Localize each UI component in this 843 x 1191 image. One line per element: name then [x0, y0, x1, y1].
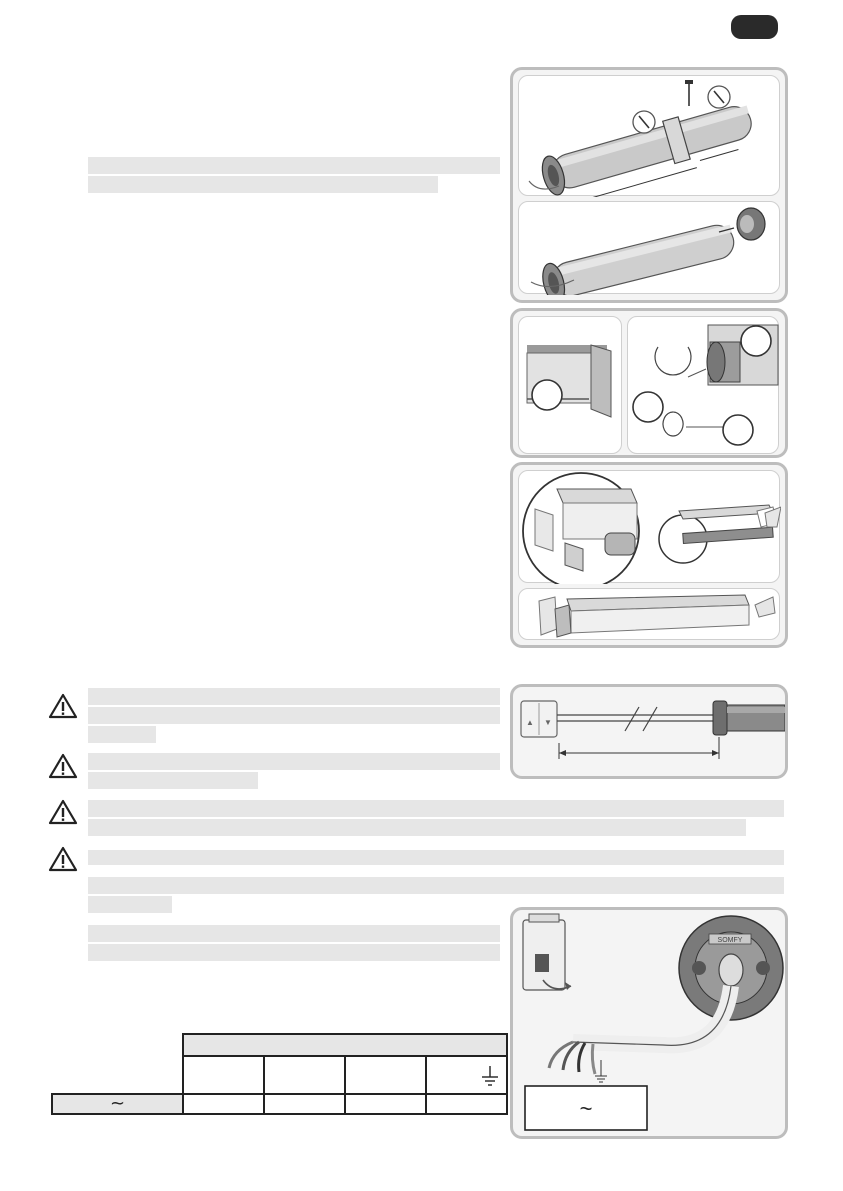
note-highlight-line-1 — [88, 157, 500, 174]
note-2-line-2 — [88, 896, 172, 913]
figure-motor-clip — [518, 75, 780, 196]
wiring-table — [51, 1033, 508, 1115]
figure-cassette-exploded — [518, 470, 780, 583]
figure-panel-cassette-assembly — [510, 462, 788, 648]
motor-end-cap-illustration — [519, 202, 781, 295]
warning-triangle-icon — [48, 799, 78, 825]
warning-1-line-3 — [88, 726, 156, 743]
warning-2-line-1 — [88, 753, 500, 770]
earth-icon — [480, 1064, 500, 1090]
ac-supply-symbol: ~ — [109, 1093, 126, 1114]
figure-cassette-retainer — [627, 316, 779, 454]
table-header-earth-cell — [426, 1056, 507, 1094]
note-3-line-1 — [88, 925, 500, 942]
switch-up-arrow-icon: ▲ — [526, 718, 534, 727]
note-2-line-1 — [88, 877, 784, 894]
table-header-group — [183, 1034, 507, 1056]
table-corner — [52, 1056, 183, 1094]
cassette-retainer-illustration — [628, 317, 780, 455]
warning-2-line-2 — [88, 772, 258, 789]
figure-panel-cable-length — [510, 684, 788, 779]
figure-cassette-assembled — [518, 588, 780, 640]
warning-1-line-2 — [88, 707, 500, 724]
cassette-exploded-illustration — [519, 471, 781, 584]
note-3-line-2 — [88, 944, 500, 961]
table-cell — [183, 1094, 264, 1114]
warning-4-line-1 — [88, 850, 784, 865]
note-highlight-line-2 — [88, 176, 438, 193]
figure-cassette-hook — [518, 316, 622, 454]
cable-length-illustration — [513, 687, 785, 776]
table-header-cell — [345, 1056, 426, 1094]
table-cell — [264, 1094, 345, 1114]
table-cell — [345, 1094, 426, 1114]
cassette-assembled-illustration — [519, 589, 781, 641]
warning-1-line-1 — [88, 688, 500, 705]
table-header-cell — [264, 1056, 345, 1094]
cassette-hook-illustration — [519, 317, 623, 455]
figure-panel-motor-insertion — [510, 67, 788, 303]
table-corner — [52, 1034, 183, 1056]
language-badge — [731, 15, 778, 39]
motor-brand-label: SOMFY — [717, 937, 743, 944]
wiring-illustration — [513, 910, 785, 1136]
figure-panel-cassette-hooks — [510, 308, 788, 458]
table-header-cell — [183, 1056, 264, 1094]
circuit-breaker-icon — [523, 914, 571, 990]
supply-cell — [52, 1094, 183, 1114]
figure-panel-wiring — [510, 907, 788, 1139]
switch-down-arrow-icon: ▼ — [544, 718, 552, 727]
motor-clip-illustration — [519, 76, 781, 197]
warning-triangle-icon — [48, 846, 78, 872]
table-cell — [426, 1094, 507, 1114]
figure-motor-end-cap — [518, 201, 780, 294]
supply-box-symbol: ~ — [579, 1096, 593, 1121]
warning-3-line-1 — [88, 800, 784, 817]
warning-triangle-icon — [48, 753, 78, 779]
warning-3-line-2 — [88, 819, 746, 836]
warning-triangle-icon — [48, 693, 78, 719]
